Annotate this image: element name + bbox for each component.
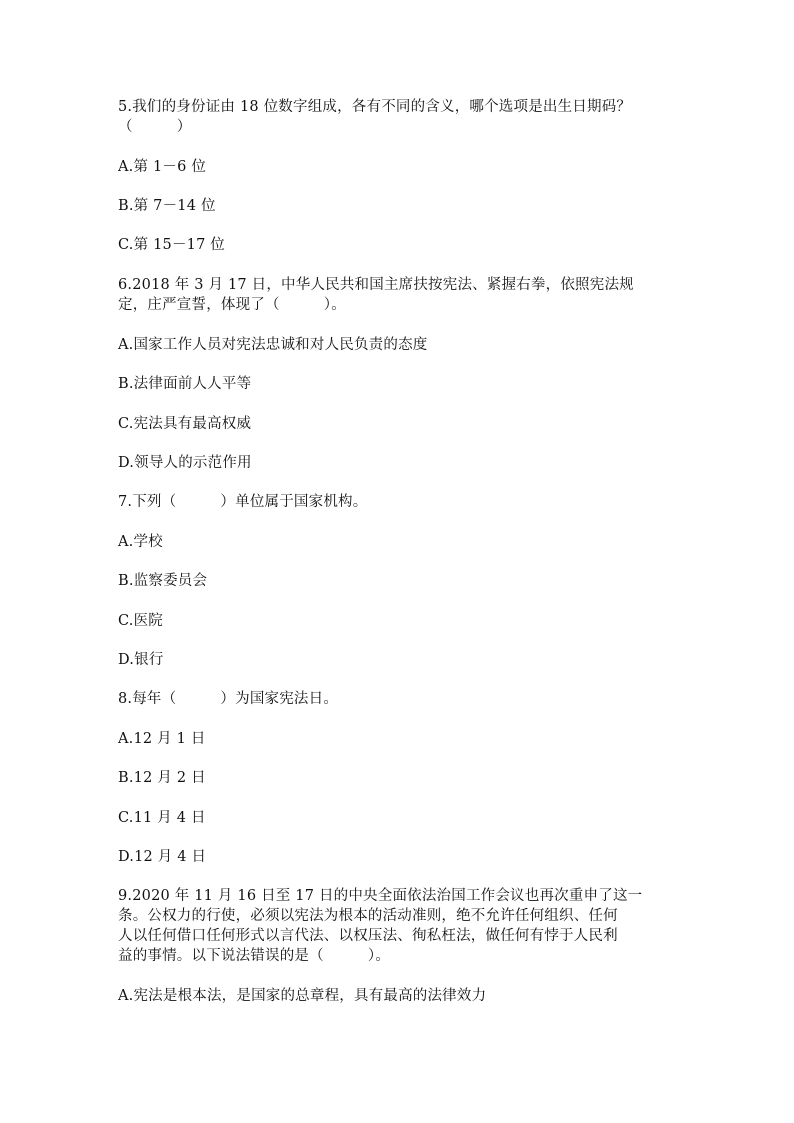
question-9-stem-line-1: 9.2020 年 11 月 16 日至 17 日的中央全面依法治国工作会议也再次重申了这一 [118, 888, 643, 904]
question-7-option-a: A.学校 [118, 534, 163, 550]
question-8-option-c: C.11 月 4 日 [118, 810, 206, 826]
question-7-option-d: D.银行 [118, 652, 164, 668]
question-7-option-b: B.监察委员会 [118, 573, 208, 589]
question-8-stem-line-1: 8.每年（ ）为国家宪法日。 [118, 691, 339, 707]
question-8-option-d: D.12 月 4 日 [118, 849, 207, 865]
question-6-option-d: D.领导人的示范作用 [118, 455, 252, 471]
question-9-stem-line-3: 人以任何借口任何形式以言代法、以权压法、徇私枉法，做任何有悖于人民利 [118, 928, 618, 944]
question-7-stem-line-1: 7.下列（ ）单位属于国家机构。 [118, 494, 368, 510]
question-7-option-c: C.医院 [118, 613, 163, 629]
question-9-stem-line-2: 条。公权力的行使，必须以宪法为根本的活动准则，绝不允许任何组织、任何 [118, 908, 618, 924]
question-5-option-a: A.第 1－6 位 [118, 159, 207, 175]
question-6-option-a: A.国家工作人员对宪法忠诚和对人民负责的态度 [118, 337, 428, 353]
question-5-option-b: B.第 7－14 位 [118, 198, 216, 214]
question-9-stem-line-4: 益的事情。以下说法错误的是（ ）。 [118, 948, 391, 964]
question-6-option-b: B.法律面前人人平等 [118, 376, 252, 392]
question-9-option-a: A.宪法是根本法，是国家的总章程，具有最高的法律效力 [118, 988, 487, 1004]
question-8-option-a: A.12 月 1 日 [118, 731, 206, 747]
question-5-option-c: C.第 15－17 位 [118, 237, 226, 253]
question-6-stem-line-2: 定，庄严宣誓，体现了（ ）。 [118, 297, 346, 313]
question-6-stem-line-1: 6.2018 年 3 月 17 日，中华人民共和国主席扶按宪法、紧握右拳，依照宪法规 [118, 277, 634, 293]
question-5-stem-line-1: 5.我们的身份证由 18 位数字组成，各有不同的含义，哪个选项是出生日期码？ [118, 99, 632, 115]
question-5-stem-line-2: （ ） [118, 119, 192, 135]
question-8-option-b: B.12 月 2 日 [118, 770, 206, 786]
question-6-option-c: C.宪法具有最高权威 [118, 416, 252, 432]
